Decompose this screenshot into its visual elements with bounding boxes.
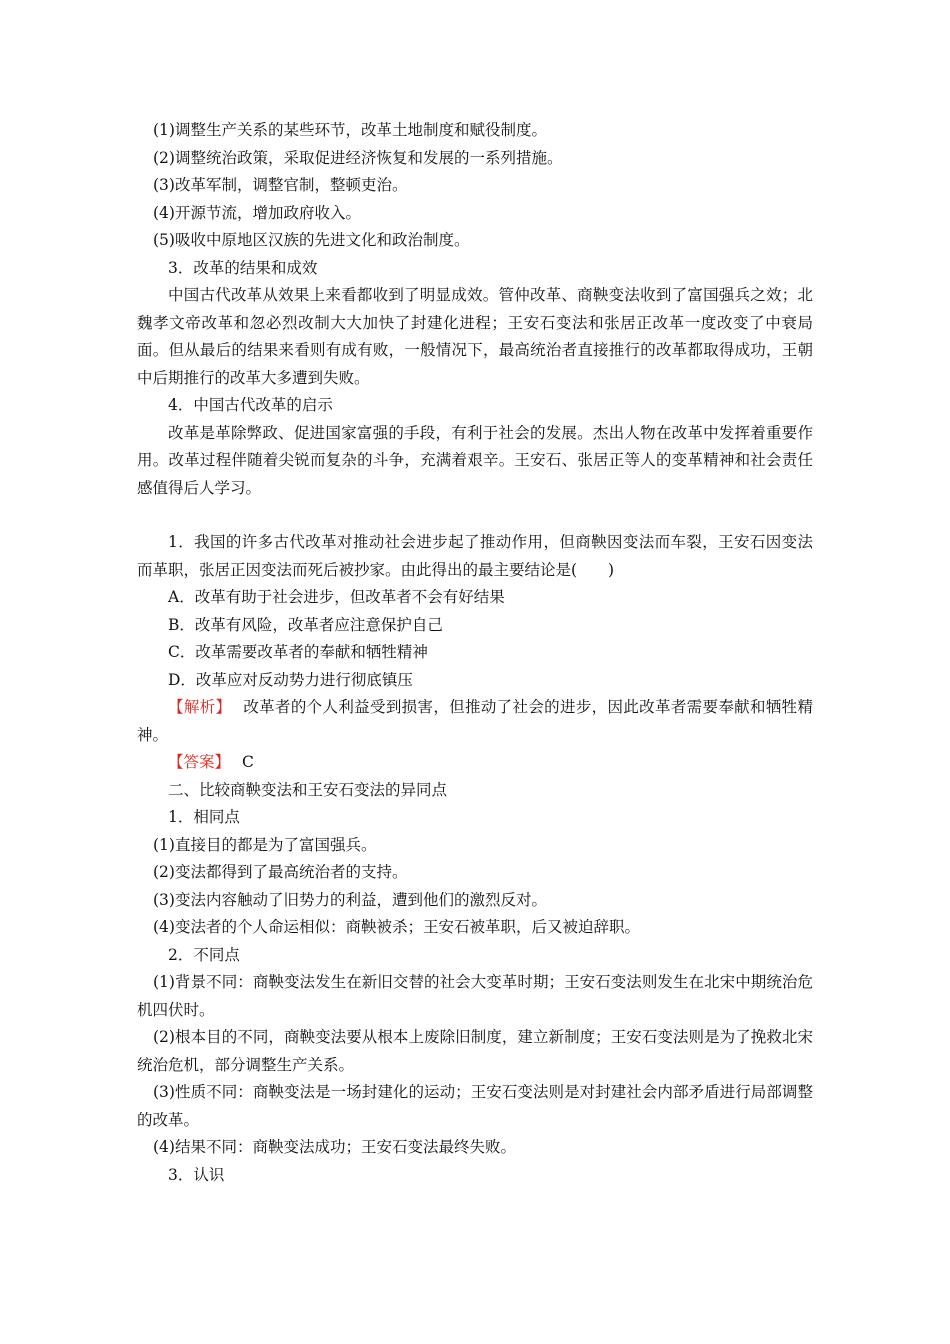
similarity-item-3: (3)变法内容触动了旧势力的利益，遭到他们的激烈反对。: [153, 890, 547, 909]
heading-lessons: 4．中国古代改革的启示: [168, 396, 333, 414]
answer-text: C: [242, 753, 254, 771]
difference-item-3: (3)性质不同：商鞅变法是一场封建化的运动；王安石变法则是对封建社会内部矛盾进行局部调整的改革。: [137, 1083, 813, 1129]
analysis-label: 【解析】: [168, 698, 232, 716]
option-a: A．改革有助于社会进步，但改革者不会有好结果: [168, 588, 505, 606]
spacer: [137, 502, 813, 529]
section-title-compare: 二、比较商鞅变法和王安石变法的异同点: [168, 780, 448, 799]
answer-label: 【答案】: [168, 753, 231, 771]
heading-understanding: 3．认识: [168, 1165, 225, 1184]
heading-differences: 2．不同点: [168, 945, 240, 964]
heading-similarities: 1．相同点: [168, 808, 240, 826]
similarity-item-1: (1)直接目的都是为了富国强兵。: [153, 835, 377, 854]
analysis-block: [137, 694, 813, 749]
difference-item-1: (1)背景不同：商鞅变法发生在新旧交替的社会大变革时期；王安石变法则发生在北宋中期统治危机四伏时。: [137, 973, 813, 1019]
measure-item-3: (3)改革军制，调整官制，整顿吏治。: [153, 176, 408, 194]
heading-results: 3．改革的结果和成效: [168, 258, 318, 277]
answer-block: [137, 749, 813, 777]
option-d: D．改革应对反动势力进行彻底镇压: [168, 670, 413, 689]
difference-item-2: (2)根本目的不同，商鞅变法要从根本上废除旧制度，建立新制度；王安石变法则是为了挽救北宋统治危机，部分调整生产关系。: [137, 1028, 813, 1074]
analysis-text: 改革者的个人利益受到损害，但推动了社会的进步，因此改革者需要奉献和牺牲精神。: [137, 698, 813, 744]
measure-item-2: (2)调整统治政策，采取促进经济恢复和发展的一系列措施。: [153, 148, 563, 167]
measure-item-4: (4)开源节流，增加政府收入。: [153, 203, 361, 222]
option-b: B．改革有风险，改革者应注意保护自己: [168, 615, 443, 634]
question-stem: 1．我国的许多古代改革对推动社会进步起了推动作用，但商鞅因变法而车裂，王安石因变法而革职，张居正因变法而死后被抄家。由此得出的最主要结论是( ): [137, 533, 813, 579]
paragraph-lessons: 改革是革除弊政、促进国家富强的手段，有利于社会的发展。杰出人物在改革中发挥着重要作用。改革过程伴随着尖锐而复杂的斗争，充满着艰辛。王安石、张居正等人的变革精神和社会责任感值得后人学习。: [137, 423, 813, 497]
measure-item-1: (1)调整生产关系的某些环节，改革土地制度和赋役制度。: [153, 121, 547, 139]
similarity-item-4: (4)变法者的个人命运相似：商鞅被杀；王安石被革职，后又被迫辞职。: [153, 918, 640, 936]
similarity-item-2: (2)变法都得到了最高统治者的支持。: [153, 863, 408, 881]
difference-item-4: (4)结果不同：商鞅变法成功；王安石变法最终失败。: [153, 1138, 516, 1156]
paragraph-results: 中国古代改革从效果上来看都收到了明显成效。管仲改革、商鞅变法收到了富国强兵之效；北魏孝文帝改革和忽必烈改制大大加快了封建化进程；王安石变法和张居正改革一度改变了中衰局面。但从最后的结果来看则有成有败，一般情况下，最高统治者直接推行的改革都取得成功，王朝中后期推行的改革大多遭到失败。: [137, 286, 813, 387]
option-c: C．改革需要改革者的奉献和牺牲精神: [168, 643, 428, 661]
document-content: [137, 117, 813, 1189]
measure-item-5: (5)吸收中原地区汉族的先进文化和政治制度。: [153, 231, 470, 249]
